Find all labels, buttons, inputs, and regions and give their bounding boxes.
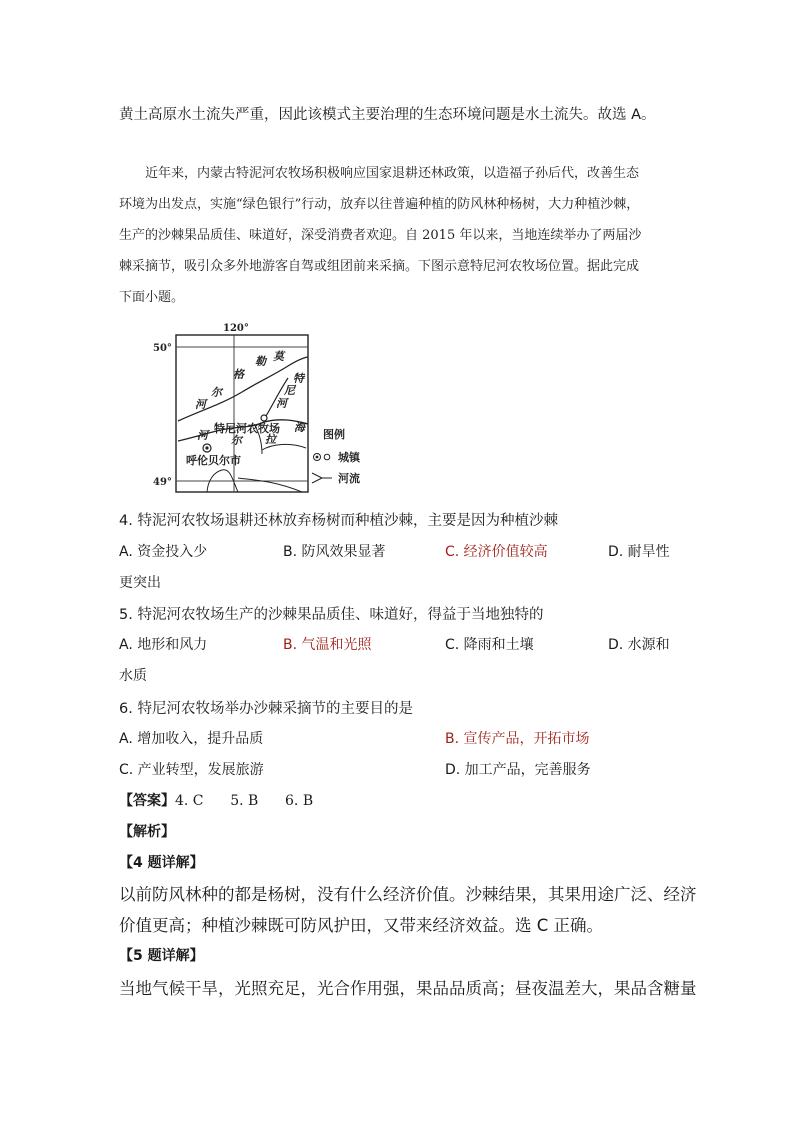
river-label: 尔 bbox=[231, 434, 242, 447]
passage-line: 生产的沙棘果品质佳、味道好，深受消费者欢迎。自 2015 年以来，当地连续举办了两届沙 bbox=[119, 228, 642, 243]
question-4-option-d-continued: 更突出 bbox=[119, 575, 161, 591]
question-5-option-b: B. 气温和光照 bbox=[283, 637, 372, 653]
longitude-label: 120° bbox=[223, 323, 249, 334]
question-6-option-c: C. 产业转型，发展旅游 bbox=[119, 762, 264, 778]
passage-line: 下面小题。 bbox=[119, 290, 185, 305]
river-label: 河 bbox=[276, 397, 287, 410]
question-4-option-c: C. 经济价值较高 bbox=[445, 544, 548, 560]
river-label: 莫 bbox=[273, 350, 284, 363]
detail-5-line: 当地气候干旱，光照充足，光合作用强，果品品质高；昼夜温差大，果品含糖量 bbox=[119, 979, 697, 998]
question-4-option-a: A. 资金投入少 bbox=[119, 544, 208, 560]
detail-4-line: 价值更高；种植沙棘既可防风护田，又带来经济效益。选 C 正确。 bbox=[119, 916, 604, 935]
question-5-option-d-continued: 水质 bbox=[119, 668, 147, 684]
question-5-option-c: C. 降雨和土壤 bbox=[445, 637, 534, 653]
question-4-option-b: B. 防风效果显著 bbox=[283, 544, 386, 560]
latitude-label-top: 50° bbox=[153, 343, 172, 354]
detail-4-label: 【4 题详解】 bbox=[119, 855, 204, 871]
farm-label: 特尼河农牧场 bbox=[214, 422, 280, 435]
passage-line: 环境为出发点，实施“绿色银行”行动，放弃以往普遍种植的防风林种杨树，大力种植沙棘， bbox=[119, 197, 640, 212]
legend-city-icon-inner bbox=[316, 456, 319, 459]
question-6-option-a: A. 增加收入，提升品质 bbox=[119, 731, 264, 747]
river-label: 特 bbox=[293, 372, 304, 385]
question-5-option-d: D. 水源和 bbox=[608, 637, 670, 653]
river-label: 河 bbox=[197, 429, 208, 442]
river-bottom-2 bbox=[238, 478, 302, 492]
question-5-stem: 5. 特泥河农牧场生产的沙棘果品质佳、味道好，得益于当地独特的 bbox=[119, 607, 544, 623]
legend-town-icon bbox=[324, 454, 330, 460]
legend-river-label: 河流 bbox=[338, 472, 360, 485]
river-label: 海 bbox=[294, 421, 305, 434]
city-label: 呼伦贝尔市 bbox=[186, 454, 241, 467]
location-map bbox=[152, 320, 392, 500]
detail-4-line: 以前防风林种的都是杨树，没有什么经济价值。沙棘结果，其果用途广泛、经济 bbox=[119, 885, 697, 904]
legend-title: 图例 bbox=[323, 428, 345, 441]
river-label: 勒 bbox=[255, 355, 266, 368]
intro-text: 黄土高原水土流失严重，因此该模式主要治理的生态环境问题是水土流失。故选 A。 bbox=[119, 107, 656, 123]
passage-line: 近年来，内蒙古特泥河农牧场积极响应国家退耕还林政策，以造福子孙后代，改善生态 bbox=[145, 166, 640, 181]
river-label: 尼 bbox=[284, 384, 295, 397]
farm-marker bbox=[261, 415, 267, 421]
question-6-option-d: D. 加工产品，完善服务 bbox=[445, 762, 591, 778]
answer-values: 4. C 5. B 6. B bbox=[175, 793, 314, 809]
legend-river-icon bbox=[312, 473, 332, 483]
river-label: 格 bbox=[233, 368, 244, 381]
river-label: 尔 bbox=[211, 386, 222, 399]
question-5-option-a: A. 地形和风力 bbox=[119, 637, 208, 653]
question-4-option-d: D. 耐旱性 bbox=[608, 544, 670, 560]
question-6-stem: 6. 特尼河农牧场举办沙棘采摘节的主要目的是 bbox=[119, 701, 413, 717]
question-6-option-b: B. 宣传产品，开拓市场 bbox=[445, 731, 590, 747]
answer-row bbox=[119, 790, 313, 810]
city-marker-inner bbox=[205, 446, 208, 449]
latitude-label-bottom: 49° bbox=[153, 477, 172, 488]
detail-5-label: 【5 题详解】 bbox=[119, 948, 204, 964]
reading-passage bbox=[119, 158, 675, 313]
legend-town-label: 城镇 bbox=[338, 451, 360, 464]
analysis-label: 【解析】 bbox=[119, 824, 175, 840]
answer-label: 【答案】 bbox=[119, 793, 175, 809]
river-label: 河 bbox=[195, 398, 206, 411]
question-4-stem: 4. 特泥河农牧场退耕还林放弃杨树而种植沙棘，主要是因为种植沙棘 bbox=[119, 513, 558, 529]
river-label: 拉 bbox=[265, 433, 276, 446]
passage-line: 棘采摘节，吸引众多外地游客自驾或组团前来采摘。下图示意特尼河农牧场位置。据此完成 bbox=[119, 259, 640, 274]
